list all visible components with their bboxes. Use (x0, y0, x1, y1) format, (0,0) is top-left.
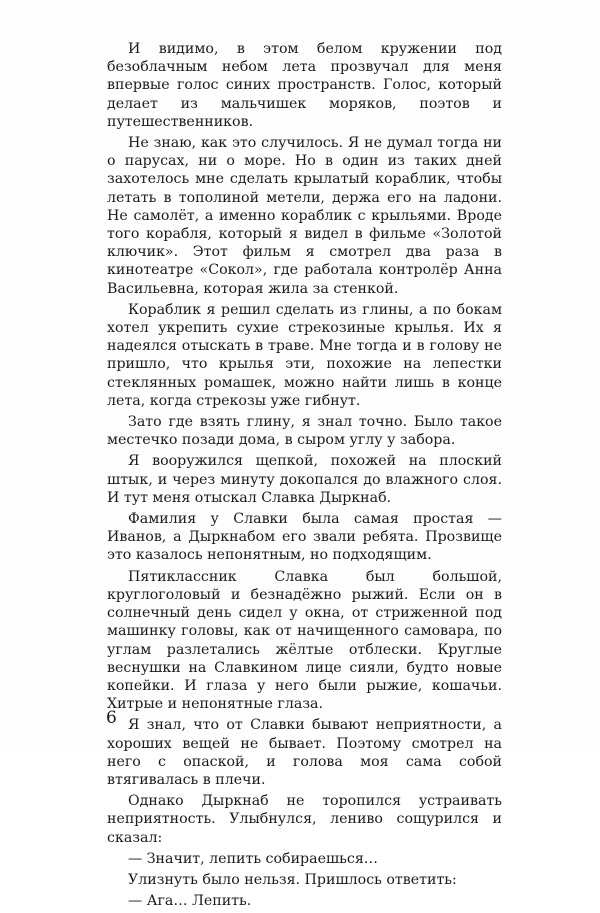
dialogue-line: — Значит, лепить собираешься… (128, 850, 378, 867)
paragraph: Не знаю, как это случилось. Я не думал тогда ни о парусах, ни о море. Но в один из таких дней захотелось мне сделать крылатый кораблик, чтобы летать в тополиной метели, держа его на ладони. Не самолёт, а именно кораблик с крыльями. Вроде того корабля, который я видел в фильме «Золотой ключик». Этот фильм я смотрел два раза в кинотеатре «Сокол», где работала контролёр Анна Васильевна, которая жила за стенкой. (107, 135, 502, 297)
paragraph: И видимо, в этом белом кружении под безоблачным небом лета прозвучал для меня впервые голос синих пространств. Голос, который делает из мальчишек моряков, поэтов и путешественников. (107, 41, 502, 130)
paragraph: Я вооружился щепкой, похожей на плоский штык, и через минуту докопался до влажного слоя. И тут меня отыскал Славка Дыркнаб. (107, 453, 502, 506)
paragraph: Зато где взять глину, я знал точно. Было такое местечко позади дома, в сыром углу у забора. (107, 414, 502, 449)
paragraph: Однако Дыркнаб не торопился устраивать неприятность. Улыбнулся, лениво сощурился и сказал: (107, 793, 502, 846)
paragraph: Пятиклассник Славка был большой, круглоголовый и безнадёжно рыжий. Если он в солнечный день сидел у окна, от стриженной под машинку головы, как от начищенного самовара, по углам разлетались жёлтые отблески. Круглые веснушки на Славкином лице сияли, будто новые копейки. И глаза у него были рыжие, кошачьи. Хитрые и непонятные глаза. (107, 568, 502, 713)
paragraph: Кораблик я решил сделать из глины, а по бокам хотел укрепить сухие стрекозиные крылья. Их я надеялся отыскать в траве. Мне тогда и в голову не пришло, что крылья эти, похожие на лепестки стеклянных ромашек, можно найти лишь в конце лета, когда стрекозы уже гибнут. (107, 301, 502, 409)
paragraph: Я знал, что от Славки бывают неприятности, а хороших вещей не бывает. Поэтому смотрел на него с опаской, и голова моя сама собой втягивалась в плечи. (107, 717, 502, 788)
page-number: 6 (106, 708, 117, 728)
paragraph: Фамилия у Славки была самая простая — Иванов, а Дыркнабом его звали ребята. Прозвище это казалось непонятным, но подходящим. (107, 511, 502, 564)
dialogue-line: — Ага… Лепить. (128, 893, 252, 910)
text-column (107, 40, 502, 913)
paragraph: Улизнуть было нельзя. Пришлось ответить: (128, 871, 457, 888)
